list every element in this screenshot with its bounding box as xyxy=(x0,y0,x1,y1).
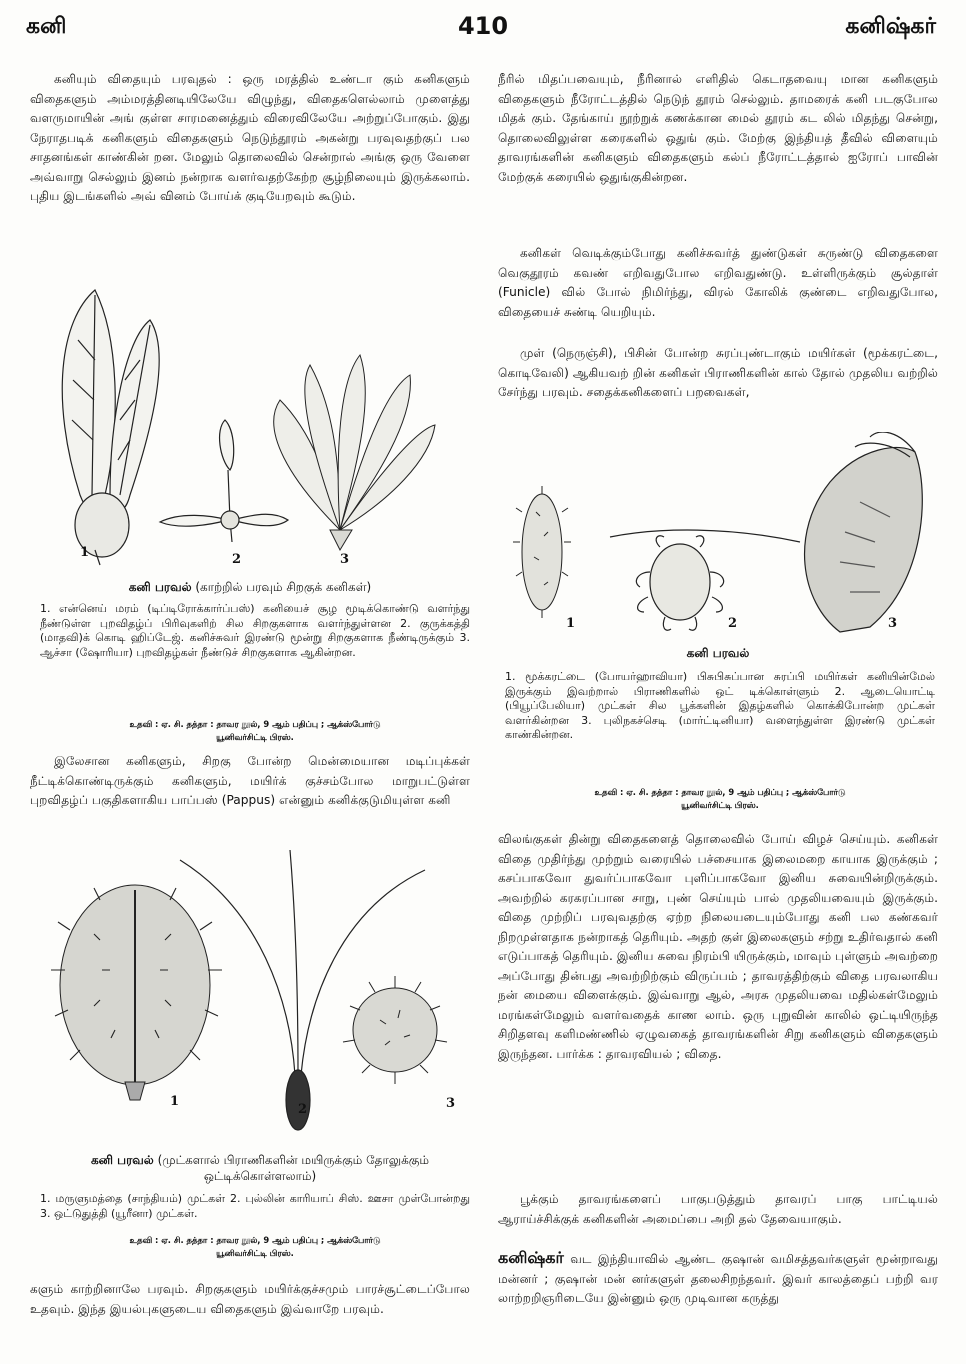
fig2-label-3: 3 xyxy=(446,1096,456,1111)
fig3-label-2: 2 xyxy=(728,616,738,631)
taxonomy-paragraph: பூக்கும் தாவரங்களைப் பாகுபடுத்தும் தாவரப் பாகு பாட்டியல் ஆராய்ச்சிக்குக் கனிகளின் அமைப்பை அறி தல் தேவையாகும். xyxy=(498,1192,938,1226)
fig2-label-1: 1 xyxy=(170,1094,180,1109)
kanishka-entry xyxy=(498,1248,938,1309)
fig3-label-3: 3 xyxy=(888,616,898,631)
martynia-fruit-3-illustration xyxy=(805,432,923,632)
water-dispersal-paragraph: நீரில் மிதப்பவையும், நீரினால் எளிதில் கெடாதவையு மான கனிகளும் விதைகளும் நீரோட்டத்தில் நெடுந் தூரம் செல்லும். தாமரைக் கனி படகுபோல மிதக் கும். தேங்காய் நூற்றுக் கணக்கான மைல் தூரம் கட லில் மிதந்து சென்று, தொலைவிலுள்ள கரைகளில் ஒதுங் கும். மேற்கு இந்தியத் தீவில் விளையும் தாவரங்களின் கனிகளும் விதைகளும் கல்ப் நீரோட்டத்தால் ஐரோப் பாவின் மேற்குக் கரையில் ஒதுங்குகின்றன. xyxy=(498,72,938,184)
animal-dispersal-paragraph: முள் (நெருஞ்சி), பிசின் போன்ற சுரப்புண்டாகும் மயிர்கள் (மூக்கரட்டை, கொடிவேலி) ஆகியவற் றின் கனிகள் பிராணிகளின் கால் தோல் முதலிய வற்றில் சேர்ந்து பரவும். சதைக்கனிகளைப் பறவைகள், xyxy=(498,346,938,399)
spiny-fruit-1-illustration xyxy=(51,885,222,1100)
winged-fruit-2-illustration xyxy=(160,420,288,542)
fig3-caption-title: கனி பரவல் xyxy=(686,646,750,660)
fig2-caption-subtitle: (முட்களால் பிராணிகளின் மயிருக்கும் தோலுக்கும் ஒட்டிக்கொள்ளலாம்) xyxy=(157,1153,430,1183)
fruit-ripening-paragraph: விலங்குகள் தின்று விதைகளைத் தொலைவில் போய் விழச் செய்யும். கனிகள் விதை முதிர்ந்து முற்றும் வரையில் பச்சையாக இலைமறை காயாக இருக்கும் ; கசப்பாகவோ துவர்ப்பாகவோ புளிப்பாகவோ இனிய சுவையின்றிருக்கும். அவற்றில் கரகரப்பான சாறு, புண் செய்யும் பால் முதலியவையும் இருக்கும். விதை முற்றிப் பரவுவதற்கு ஏற்ற நிலையடையும்போது கனி பல கண்கவர் நிறமுள்ளதாக நன்றாகத் தெரியும். அதற் குள் இலைகளும் சற்று உதிர்வதால் கனி எடுப்பாகத் தெரியும். இனிய சுவை நிரம்பி யிருக்கும், மாவும் புள்ளும் அவற்றை அப்போது தின்பது அவற்றிற்கும் விருப்பம் ; தாவரத்திற்கும் விதை பரவலாகிய நன் மையை விளைக்கும். இவ்வாறு ஆல், அரசு முதலியவை மதில்கள்மேலும் மரங்கள்மேலும் வளர்வதைக் காண லாம். ஒரு புறுவின் காலில் ஒட்டியிருந்த சிறிதளவு களிமண்ணில் ஏழுவகைத் தாவரங்களின் சிறு கனிகளும் விதைகளும் இருந்தன. பார்க்க : தாவரவியல் ; விதை. xyxy=(498,832,938,1061)
kanishka-entry-text: வட இந்தியாவில் ஆண்ட குஷான் வமிசத்தவர்களுள் மூன்றாவது மன்னர் ; குஷான் மன் னர்களுள் தலைசிறந்தவர். இவர் காலத்தைப் பற்றி வர லாற்றறிஞரிடையே இன்னும் ஒரு முடிவான கருத்து xyxy=(498,1252,938,1305)
running-head-right: கனிஷ்கர் xyxy=(845,14,936,39)
fig3-credit-line2: யூனிவர்சிட்டி பிரஸ். xyxy=(681,800,759,810)
left-end-paragraph: களும் காற்றினாலே பரவும். சிறகுகளும் மயிர்க்குச்சமும் பாரச்சூட்டைப்போல உதவும். இந்த இயல்புகளுடைய விதைகளும் இவ்வாறே பரவும். xyxy=(30,1282,470,1316)
page-number: 410 xyxy=(457,12,509,40)
fig3-credit xyxy=(505,786,935,812)
fig2-credit-line2: யூனிவர்சிட்டி பிரஸ். xyxy=(216,1248,294,1258)
figure-sticky-fruits xyxy=(500,432,940,642)
fig1-caption-title-bold: கனி பரவல் xyxy=(128,580,192,594)
fig1-credit-line2: யூனிவர்சிட்டி பிரஸ். xyxy=(216,732,294,742)
fig3-label-1: 1 xyxy=(566,616,576,631)
fig2-caption-body: 1. மருளுமத்தை (சாந்தியம்) முட்கள் 2. புல்லின் காரியாப் சிஸ். ஊசா முள்போன்றது 3. ஒட்டுதுத்தி (யூரீனா) முட்கள். xyxy=(40,1192,470,1220)
fig1-label-1: 1 xyxy=(80,545,90,560)
sticky-fruit-1-illustration xyxy=(513,486,571,618)
fig1-caption-body: 1. என்னெய் மரம் (டிப்டிரோக்கார்ப்பஸ்) கனியைச் சூழ மூடிக்கொண்டு வளர்ந்து நீண்டுள்ள புறவிதழ்ப் பிரிவுகளிற் சில சிறகுகளாக வளர்ந்துள்ளன 2. குருக்கத்தி (மாதவி)க் கொடி ஹிப்டேஜ். கனிச்சுவர் இரண்டு மூன்று சிறகுகளாக நீண்டிருக்கும் 3. ஆச்சா (ஷோரியா) புறவிதழ்கள் நீண்டுச் சிறகுகளாக ஆகின்றன. xyxy=(40,602,470,659)
fig1-label-3: 3 xyxy=(340,552,350,567)
running-head-left: கனி xyxy=(26,14,67,39)
winged-fruit-3-illustration xyxy=(274,355,435,550)
hooked-flower-2-illustration xyxy=(610,530,800,630)
fig1-credit-line1: உதவி : ஏ. சி. தத்தா : தாவர நூல், 9 ஆம் பதிப்பு ; ஆக்ஸ்போர்டு xyxy=(129,719,381,729)
fig1-caption-subtitle: (காற்றில் பரவும் சிறகுக் கனிகள்) xyxy=(195,580,372,594)
winged-fruit-1-illustration xyxy=(62,290,159,565)
fig1-caption-title xyxy=(30,580,470,596)
figure-spiny-fruits xyxy=(40,850,460,1150)
pappus-paragraph: இலேசான கனிகளும், சிறகு போன்ற மென்மையான மடிப்புக்கள் நீட்டிக்கொண்டிருக்கும் கனிகளும், மயிர்க் குச்சம்போல மாறுபட்டுள்ள புறவிதழ்ப் பகுதிகளாகிய பாப்பஸ் (Pappus) என்னும் கனிக்குடுமியுள்ள கனி xyxy=(30,754,470,807)
fig1-label-2: 2 xyxy=(232,552,242,567)
fig2-credit xyxy=(40,1234,470,1260)
explosive-dispersal-paragraph: கனிகள் வெடிக்கும்போது கனிச்சுவர்த் துண்டுகள் சுருண்டு விதைகளை வெகுதூரம் கவண் எறிவதுபோல எறிவதுண்டு. உள்ளிருக்கும் சூல்தாள் (Funicle) வில் போல் நிமிர்ந்து, விரல் கோலிக் குண்டை எறிவதுபோல, விதையைச் சுண்டி யெறியும். xyxy=(498,246,938,319)
fig2-caption-title xyxy=(50,1152,470,1184)
fig1-credit xyxy=(40,718,470,744)
kanishka-entry-heading: கனிஷ்கர் xyxy=(498,1248,564,1267)
fig2-caption-title-bold: கனி பரவல் xyxy=(90,1153,154,1167)
figure-wind-dispersed-fruits xyxy=(40,280,460,580)
fig2-credit-line1: உதவி : ஏ. சி. தத்தா : தாவர நூல், 9 ஆம் பதிப்பு ; ஆக்ஸ்போர்டு xyxy=(129,1235,381,1245)
fig3-caption-body: 1. மூக்கரட்டை (போயர்ஹாவியா) பிசுபிசுப்பான சுரப்பி மயிர்கள் கனியின்மேல் இருக்கும் இவற்றால் பிராணிகளில் ஒட் டிக்கொள்ளும் 2. ஆடையொட்டி (பியூப்பேலியா) முட்கள் சில பூக்களின் இதழ்களில் கொக்கிபோன்ற முட்கள் வளர்கின்றன 3. புலிநகச்செடி (மார்ட்டினியா) வளைந்துள்ள இரண்டு முட்கள் காண்கின்றன. xyxy=(505,670,935,742)
spiny-fruit-3-illustration xyxy=(343,976,447,1084)
intro-paragraph: கனியும் விதையும் பரவுதல் : ஒரு மரத்தில் உண்டா கும் கனிகளும் விதைகளும் அம்மரத்தினடியிலேயே விழுந்து, விதைகளெல்லாம் முளைத்து வளருமாயின் அங் குள்ள சாரமனைத்தும் விரைவிலேயே அற்றுப்போகும். இது நேராதபடிக் கனிகளும் விதைகளும் நெடுந்தூரம் அகன்று பரவுவதற்குப் பல சாதனங்கள் காண்கின் றன. மேலும் தொலைவில் சென்றால் அங்கு ஒரு வேளை அவ்வாறு செல்லும் இனம் நன்றாக வளர்வதற்கேற்ற சூழ்நிலையும் இருக்கலாம். புதிய இடங்களில் அவ் வினம் போய்க் குடியேறவும் கூடும். xyxy=(30,72,470,203)
fig2-label-2: 2 xyxy=(298,1102,308,1117)
fig3-credit-line1: உதவி : ஏ. சி. தத்தா : தாவர நூல், 9 ஆம் பதிப்பு ; ஆக்ஸ்போர்டு xyxy=(594,787,846,797)
